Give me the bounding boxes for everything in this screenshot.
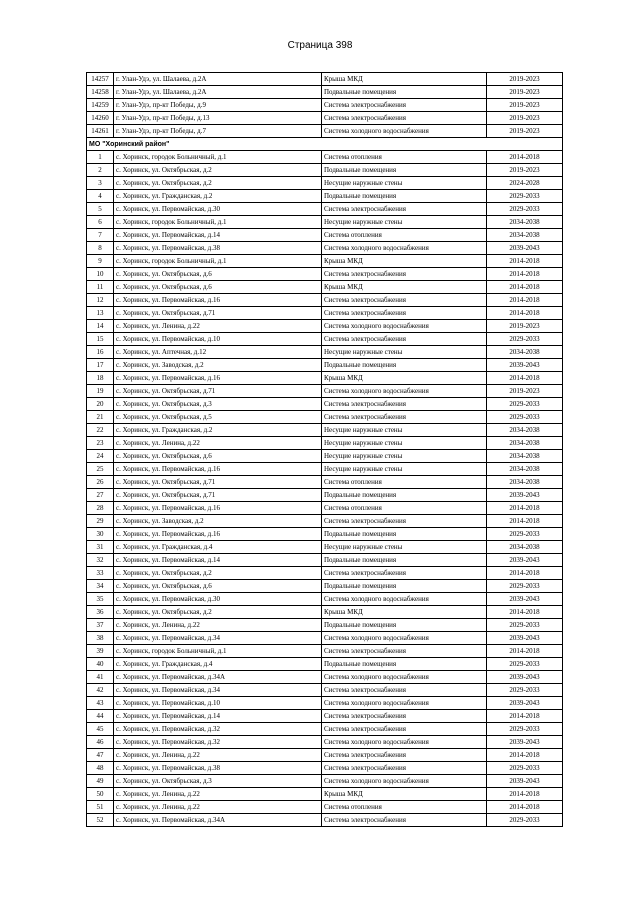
work-type-cell: Система электроснабжения [322, 567, 487, 580]
address-cell: с. Хоринск, ул. Первомайская, д.38 [114, 242, 322, 255]
table-row [87, 229, 563, 242]
table-row [87, 359, 563, 372]
work-type-cell: Система электроснабжения [322, 112, 487, 125]
work-type-cell: Система холодного водоснабжения [322, 593, 487, 606]
row-number-cell: 38 [87, 632, 114, 645]
row-number-cell: 4 [87, 190, 114, 203]
row-number-cell: 2 [87, 164, 114, 177]
table-row [87, 632, 563, 645]
work-type-cell: Система холодного водоснабжения [322, 736, 487, 749]
row-number-cell: 14257 [87, 73, 114, 86]
row-number-cell: 34 [87, 580, 114, 593]
work-type-cell: Несущие наружные стены [322, 346, 487, 359]
period-cell: 2034-2038 [487, 216, 563, 229]
period-cell: 2014-2018 [487, 801, 563, 814]
period-cell: 2034-2038 [487, 450, 563, 463]
work-type-cell: Система отопления [322, 151, 487, 164]
work-type-cell: Система электроснабжения [322, 203, 487, 216]
repair-schedule-table [86, 72, 563, 827]
table-row [87, 450, 563, 463]
row-number-cell: 43 [87, 697, 114, 710]
period-cell: 2014-2018 [487, 151, 563, 164]
work-type-cell: Система электроснабжения [322, 398, 487, 411]
work-type-cell: Подвальные помещения [322, 658, 487, 671]
work-type-cell: Система электроснабжения [322, 749, 487, 762]
row-number-cell: 13 [87, 307, 114, 320]
table-row [87, 203, 563, 216]
address-cell: с. Хоринск, ул. Первомайская, д.14 [114, 229, 322, 242]
row-number-cell: 45 [87, 723, 114, 736]
row-number-cell: 6 [87, 216, 114, 229]
table-row [87, 346, 563, 359]
work-type-cell: Несущие наружные стены [322, 424, 487, 437]
table-row [87, 502, 563, 515]
period-cell: 2039-2043 [487, 775, 563, 788]
table-row [87, 411, 563, 424]
work-type-cell: Система холодного водоснабжения [322, 385, 487, 398]
address-cell: с. Хоринск, ул. Ленина, д.22 [114, 788, 322, 801]
period-cell: 2029-2033 [487, 398, 563, 411]
period-cell: 2029-2033 [487, 190, 563, 203]
period-cell: 2014-2018 [487, 645, 563, 658]
work-type-cell: Система холодного водоснабжения [322, 671, 487, 684]
address-cell: с. Хоринск, городок Больничный, д.1 [114, 216, 322, 229]
period-cell: 2019-2023 [487, 86, 563, 99]
row-number-cell: 41 [87, 671, 114, 684]
work-type-cell: Система холодного водоснабжения [322, 697, 487, 710]
table-row [87, 710, 563, 723]
address-cell: с. Хоринск, ул. Ленина, д.22 [114, 437, 322, 450]
table-row [87, 294, 563, 307]
period-cell: 2029-2033 [487, 411, 563, 424]
work-type-cell: Система холодного водоснабжения [322, 320, 487, 333]
table-row [87, 515, 563, 528]
table-row [87, 424, 563, 437]
table-row [87, 788, 563, 801]
period-cell: 2014-2018 [487, 307, 563, 320]
work-type-cell: Система электроснабжения [322, 307, 487, 320]
row-number-cell: 14 [87, 320, 114, 333]
work-type-cell: Система электроснабжения [322, 333, 487, 346]
row-number-cell: 26 [87, 476, 114, 489]
address-cell: с. Хоринск, ул. Октябрьская, д.6 [114, 450, 322, 463]
row-number-cell: 40 [87, 658, 114, 671]
address-cell: с. Хоринск, ул. Первомайская, д.34А [114, 814, 322, 827]
row-number-cell: 39 [87, 645, 114, 658]
table-row [87, 268, 563, 281]
period-cell: 2019-2023 [487, 385, 563, 398]
period-cell: 2029-2033 [487, 814, 563, 827]
section-title: МО "Хоринский район" [87, 138, 563, 151]
work-type-cell: Система электроснабжения [322, 99, 487, 112]
work-type-cell: Крыша МКД [322, 788, 487, 801]
table-row [87, 99, 563, 112]
work-type-cell: Подвальные помещения [322, 190, 487, 203]
period-cell: 2029-2033 [487, 203, 563, 216]
address-cell: с. Хоринск, городок Больничный, д.1 [114, 255, 322, 268]
work-type-cell: Несущие наружные стены [322, 177, 487, 190]
row-number-cell: 18 [87, 372, 114, 385]
work-type-cell: Система холодного водоснабжения [322, 775, 487, 788]
table-row [87, 86, 563, 99]
address-cell: с. Хоринск, ул. Гражданская, д.2 [114, 424, 322, 437]
work-type-cell: Подвальные помещения [322, 528, 487, 541]
address-cell: с. Хоринск, городок Больничный, д.1 [114, 151, 322, 164]
address-cell: с. Хоринск, ул. Октябрьская, д.6 [114, 580, 322, 593]
address-cell: с. Хоринск, ул. Первомайская, д.16 [114, 372, 322, 385]
table-row [87, 619, 563, 632]
address-cell: с. Хоринск, ул. Гражданская, д.4 [114, 658, 322, 671]
address-cell: г. Улан-Удэ, пр-кт Победы, д.7 [114, 125, 322, 138]
work-type-cell: Подвальные помещения [322, 489, 487, 502]
table-row [87, 606, 563, 619]
table-row [87, 177, 563, 190]
row-number-cell: 17 [87, 359, 114, 372]
period-cell: 2029-2033 [487, 723, 563, 736]
row-number-cell: 22 [87, 424, 114, 437]
period-cell: 2014-2018 [487, 281, 563, 294]
period-cell: 2014-2018 [487, 515, 563, 528]
address-cell: с. Хоринск, ул. Заводская, д.2 [114, 515, 322, 528]
work-type-cell: Несущие наружные стены [322, 450, 487, 463]
work-type-cell: Система отопления [322, 801, 487, 814]
address-cell: с. Хоринск, ул. Октябрьская, д.2 [114, 177, 322, 190]
row-number-cell: 52 [87, 814, 114, 827]
table-row [87, 320, 563, 333]
address-cell: с. Хоринск, ул. Октябрьская, д.71 [114, 489, 322, 502]
period-cell: 2014-2018 [487, 502, 563, 515]
period-cell: 2034-2038 [487, 541, 563, 554]
period-cell: 2014-2018 [487, 567, 563, 580]
address-cell: с. Хоринск, ул. Октябрьская, д.6 [114, 268, 322, 281]
table-row [87, 372, 563, 385]
row-number-cell: 24 [87, 450, 114, 463]
period-cell: 2039-2043 [487, 359, 563, 372]
row-number-cell: 31 [87, 541, 114, 554]
period-cell: 2039-2043 [487, 736, 563, 749]
row-number-cell: 19 [87, 385, 114, 398]
address-cell: с. Хоринск, ул. Ленина, д.22 [114, 619, 322, 632]
work-type-cell: Система отопления [322, 229, 487, 242]
row-number-cell: 20 [87, 398, 114, 411]
period-cell: 2034-2038 [487, 437, 563, 450]
period-cell: 2029-2033 [487, 580, 563, 593]
address-cell: с. Хоринск, ул. Первомайская, д.16 [114, 528, 322, 541]
row-number-cell: 37 [87, 619, 114, 632]
address-cell: с. Хоринск, ул. Октябрьская, д.3 [114, 398, 322, 411]
address-cell: с. Хоринск, ул. Октябрьская, д.71 [114, 476, 322, 489]
period-cell: 2019-2023 [487, 125, 563, 138]
row-number-cell: 27 [87, 489, 114, 502]
period-cell: 2019-2023 [487, 73, 563, 86]
table-row [87, 385, 563, 398]
period-cell: 2014-2018 [487, 372, 563, 385]
table-row [87, 216, 563, 229]
row-number-cell: 35 [87, 593, 114, 606]
work-type-cell: Система отопления [322, 476, 487, 489]
row-number-cell: 14259 [87, 99, 114, 112]
row-number-cell: 16 [87, 346, 114, 359]
table-row [87, 736, 563, 749]
row-number-cell: 28 [87, 502, 114, 515]
work-type-cell: Подвальные помещения [322, 359, 487, 372]
table-row [87, 775, 563, 788]
address-cell: с. Хоринск, ул. Первомайская, д.34 [114, 632, 322, 645]
row-number-cell: 7 [87, 229, 114, 242]
address-cell: г. Улан-Удэ, пр-кт Победы, д.13 [114, 112, 322, 125]
table-row [87, 112, 563, 125]
work-type-cell: Подвальные помещения [322, 580, 487, 593]
row-number-cell: 51 [87, 801, 114, 814]
work-type-cell: Система отопления [322, 502, 487, 515]
row-number-cell: 8 [87, 242, 114, 255]
period-cell: 2039-2043 [487, 242, 563, 255]
address-cell: с. Хоринск, ул. Октябрьская, д.2 [114, 606, 322, 619]
row-number-cell: 12 [87, 294, 114, 307]
row-number-cell: 10 [87, 268, 114, 281]
table-row [87, 801, 563, 814]
period-cell: 2039-2043 [487, 593, 563, 606]
address-cell: с. Хоринск, ул. Ленина, д.22 [114, 749, 322, 762]
row-number-cell: 14260 [87, 112, 114, 125]
work-type-cell: Система электроснабжения [322, 723, 487, 736]
address-cell: с. Хоринск, ул. Октябрьская, д.2 [114, 567, 322, 580]
period-cell: 2029-2033 [487, 333, 563, 346]
period-cell: 2019-2023 [487, 99, 563, 112]
row-number-cell: 47 [87, 749, 114, 762]
table-row [87, 541, 563, 554]
table-row [87, 489, 563, 502]
row-number-cell: 33 [87, 567, 114, 580]
address-cell: с. Хоринск, ул. Первомайская, д.34А [114, 671, 322, 684]
address-cell: с. Хоринск, ул. Первомайская, д.32 [114, 723, 322, 736]
period-cell: 2014-2018 [487, 710, 563, 723]
table-row [87, 255, 563, 268]
period-cell: 2019-2023 [487, 112, 563, 125]
work-type-cell: Крыша МКД [322, 255, 487, 268]
period-cell: 2039-2043 [487, 671, 563, 684]
row-number-cell: 42 [87, 684, 114, 697]
period-cell: 2029-2033 [487, 684, 563, 697]
period-cell: 2029-2033 [487, 619, 563, 632]
address-cell: с. Хоринск, ул. Октябрьская, д.5 [114, 411, 322, 424]
work-type-cell: Подвальные помещения [322, 554, 487, 567]
work-type-cell: Несущие наружные стены [322, 437, 487, 450]
table-row [87, 593, 563, 606]
address-cell: г. Улан-Удэ, пр-кт Победы, д.9 [114, 99, 322, 112]
row-number-cell: 32 [87, 554, 114, 567]
table-row [87, 697, 563, 710]
row-number-cell: 5 [87, 203, 114, 216]
table-row [87, 333, 563, 346]
table-row [87, 437, 563, 450]
address-cell: с. Хоринск, ул. Первомайская, д.16 [114, 502, 322, 515]
period-cell: 2014-2018 [487, 606, 563, 619]
table-row [87, 73, 563, 86]
table-row [87, 554, 563, 567]
period-cell: 2019-2023 [487, 164, 563, 177]
work-type-cell: Система электроснабжения [322, 294, 487, 307]
period-cell: 2034-2038 [487, 476, 563, 489]
period-cell: 2014-2018 [487, 788, 563, 801]
address-cell: с. Хоринск, ул. Ленина, д.22 [114, 320, 322, 333]
row-number-cell: 29 [87, 515, 114, 528]
table-row [87, 463, 563, 476]
address-cell: с. Хоринск, ул. Гражданская, д.2 [114, 190, 322, 203]
table-row [87, 814, 563, 827]
table-row [87, 164, 563, 177]
work-type-cell: Несущие наружные стены [322, 463, 487, 476]
work-type-cell: Система электроснабжения [322, 645, 487, 658]
period-cell: 2034-2038 [487, 346, 563, 359]
address-cell: с. Хоринск, ул. Октябрьская, д.6 [114, 281, 322, 294]
address-cell: с. Хоринск, ул. Первомайская, д.30 [114, 203, 322, 216]
address-cell: с. Хоринск, ул. Первомайская, д.14 [114, 554, 322, 567]
period-cell: 2029-2033 [487, 658, 563, 671]
period-cell: 2029-2033 [487, 528, 563, 541]
table-row [87, 723, 563, 736]
table-row [87, 580, 563, 593]
period-cell: 2039-2043 [487, 632, 563, 645]
table-row [87, 190, 563, 203]
work-type-cell: Крыша МКД [322, 281, 487, 294]
address-cell: с. Хоринск, ул. Первомайская, д.30 [114, 593, 322, 606]
work-type-cell: Система электроснабжения [322, 710, 487, 723]
row-number-cell: 9 [87, 255, 114, 268]
page-number-header: Страница 398 [287, 40, 353, 51]
address-cell: с. Хоринск, ул. Аптечная, д.12 [114, 346, 322, 359]
address-cell: с. Хоринск, ул. Октябрьская, д.71 [114, 385, 322, 398]
row-number-cell: 23 [87, 437, 114, 450]
table-row [87, 476, 563, 489]
work-type-cell: Крыша МКД [322, 73, 487, 86]
table-row [87, 307, 563, 320]
work-type-cell: Система холодного водоснабжения [322, 632, 487, 645]
row-number-cell: 25 [87, 463, 114, 476]
period-cell: 2039-2043 [487, 554, 563, 567]
row-number-cell: 46 [87, 736, 114, 749]
work-type-cell: Система электроснабжения [322, 268, 487, 281]
work-type-cell: Подвальные помещения [322, 86, 487, 99]
period-cell: 2039-2043 [487, 489, 563, 502]
work-type-cell: Несущие наружные стены [322, 541, 487, 554]
row-number-cell: 36 [87, 606, 114, 619]
work-type-cell: Система электроснабжения [322, 762, 487, 775]
work-type-cell: Крыша МКД [322, 372, 487, 385]
work-type-cell: Подвальные помещения [322, 619, 487, 632]
row-number-cell: 11 [87, 281, 114, 294]
address-cell: с. Хоринск, ул. Октябрьская, д.2 [114, 164, 322, 177]
table-row [87, 528, 563, 541]
address-cell: с. Хоринск, ул. Первомайская, д.34 [114, 684, 322, 697]
row-number-cell: 1 [87, 151, 114, 164]
row-number-cell: 3 [87, 177, 114, 190]
work-type-cell: Система холодного водоснабжения [322, 242, 487, 255]
work-type-cell: Система электроснабжения [322, 515, 487, 528]
table-row [87, 671, 563, 684]
address-cell: с. Хоринск, ул. Октябрьская, д.71 [114, 307, 322, 320]
row-number-cell: 21 [87, 411, 114, 424]
row-number-cell: 49 [87, 775, 114, 788]
table-row [87, 658, 563, 671]
address-cell: с. Хоринск, ул. Октябрьская, д.3 [114, 775, 322, 788]
row-number-cell: 14258 [87, 86, 114, 99]
table-row [87, 684, 563, 697]
table-body [87, 73, 563, 827]
work-type-cell: Система электроснабжения [322, 814, 487, 827]
table-row [87, 281, 563, 294]
section-row [87, 138, 563, 151]
address-cell: с. Хоринск, ул. Первомайская, д.10 [114, 333, 322, 346]
table-row [87, 762, 563, 775]
row-number-cell: 44 [87, 710, 114, 723]
row-number-cell: 48 [87, 762, 114, 775]
table-row [87, 749, 563, 762]
period-cell: 2019-2023 [487, 320, 563, 333]
period-cell: 2034-2038 [487, 229, 563, 242]
table-row [87, 398, 563, 411]
address-cell: г. Улан-Удэ, ул. Шалаева, д.2А [114, 73, 322, 86]
table-row [87, 645, 563, 658]
row-number-cell: 30 [87, 528, 114, 541]
address-cell: г. Улан-Удэ, ул. Шалаева, д.2А [114, 86, 322, 99]
period-cell: 2014-2018 [487, 749, 563, 762]
address-cell: с. Хоринск, ул. Первомайская, д.38 [114, 762, 322, 775]
period-cell: 2014-2018 [487, 255, 563, 268]
table-row [87, 242, 563, 255]
row-number-cell: 15 [87, 333, 114, 346]
work-type-cell: Подвальные помещения [322, 164, 487, 177]
address-cell: с. Хоринск, ул. Заводская, д.2 [114, 359, 322, 372]
row-number-cell: 14261 [87, 125, 114, 138]
work-type-cell: Крыша МКД [322, 606, 487, 619]
period-cell: 2039-2043 [487, 697, 563, 710]
work-type-cell: Система холодного водоснабжения [322, 125, 487, 138]
table-row [87, 151, 563, 164]
table-row [87, 567, 563, 580]
period-cell: 2014-2018 [487, 268, 563, 281]
period-cell: 2014-2018 [487, 294, 563, 307]
address-cell: с. Хоринск, ул. Первомайская, д.32 [114, 736, 322, 749]
period-cell: 2034-2038 [487, 463, 563, 476]
work-type-cell: Система электроснабжения [322, 411, 487, 424]
address-cell: с. Хоринск, ул. Первомайская, д.14 [114, 710, 322, 723]
table-row [87, 125, 563, 138]
address-cell: с. Хоринск, городок Больничный, д.1 [114, 645, 322, 658]
address-cell: с. Хоринск, ул. Гражданская, д.4 [114, 541, 322, 554]
address-cell: с. Хоринск, ул. Первомайская, д.16 [114, 463, 322, 476]
work-type-cell: Несущие наружные стены [322, 216, 487, 229]
address-cell: с. Хоринск, ул. Первомайская, д.16 [114, 294, 322, 307]
period-cell: 2034-2038 [487, 424, 563, 437]
address-cell: с. Хоринск, ул. Ленина, д.22 [114, 801, 322, 814]
row-number-cell: 50 [87, 788, 114, 801]
address-cell: с. Хоринск, ул. Первомайская, д.10 [114, 697, 322, 710]
work-type-cell: Система электроснабжения [322, 684, 487, 697]
period-cell: 2029-2033 [487, 762, 563, 775]
period-cell: 2024-2028 [487, 177, 563, 190]
